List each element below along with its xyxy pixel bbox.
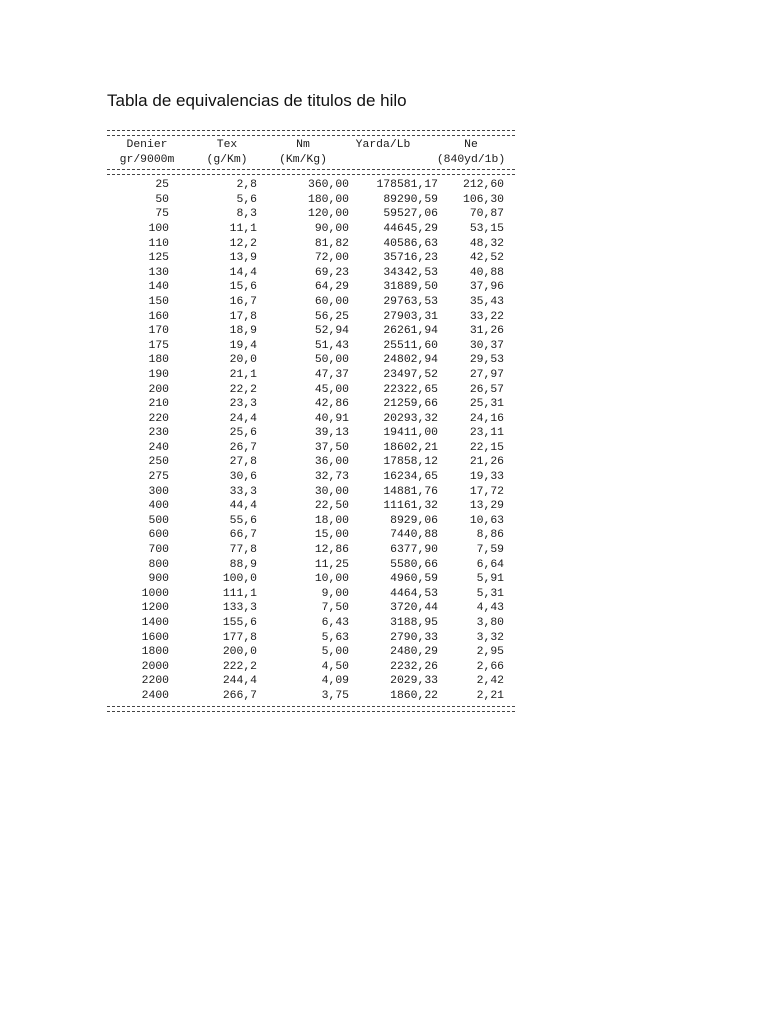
- cell-yarda-lb: 19411,00: [383, 427, 438, 440]
- cell-denier: 160: [148, 310, 169, 323]
- cell-denier: 190: [148, 368, 169, 381]
- cell-nm: 120,00: [307, 208, 349, 221]
- cell-yarda-lb: 31889,50: [383, 281, 438, 294]
- table-row: [107, 310, 515, 325]
- cell-ne: 21,26: [469, 456, 504, 469]
- cell-nm: 90,00: [314, 222, 349, 235]
- cell-denier: 600: [148, 529, 169, 542]
- cell-tex: 13,9: [229, 252, 257, 265]
- cell-ne: 48,32: [469, 237, 504, 250]
- cell-yarda-lb: 3188,95: [390, 617, 438, 629]
- header-row-1: [107, 138, 515, 153]
- cell-denier: 1000: [141, 587, 169, 600]
- cell-tex: 5,6: [236, 193, 257, 206]
- table-top-divider: [107, 130, 515, 136]
- table-row: [107, 397, 515, 412]
- cell-ne: 35,43: [469, 295, 504, 308]
- cell-yarda-lb: 3720,44: [390, 602, 438, 615]
- cell-tex: 55,6: [229, 514, 257, 527]
- cell-denier: 230: [148, 427, 169, 440]
- cell-tex: 66,7: [229, 529, 257, 542]
- cell-nm: 12,86: [314, 544, 349, 557]
- table-row: [107, 543, 515, 558]
- cell-denier: 240: [148, 441, 169, 454]
- cell-yarda-lb: 8929,06: [390, 514, 438, 527]
- cell-tex: 11,1: [229, 222, 257, 235]
- cell-ne: 13,29: [469, 500, 504, 513]
- cell-yarda-lb: 24802,94: [383, 354, 438, 367]
- cell-yarda-lb: 1860,22: [390, 689, 438, 702]
- table-row: [107, 674, 515, 689]
- table-row: [107, 601, 515, 616]
- cell-nm: 15,00: [314, 529, 349, 542]
- cell-ne: 2,66: [476, 660, 504, 673]
- cell-tex: 14,4: [229, 266, 257, 279]
- table-row: [107, 339, 515, 354]
- cell-ne: 31,26: [469, 325, 504, 338]
- cell-denier: 1200: [141, 602, 169, 615]
- table-row: [107, 193, 515, 208]
- cell-ne: 10,63: [469, 514, 504, 527]
- cell-tex: 19,4: [229, 339, 257, 352]
- cell-nm: 60,00: [314, 295, 349, 308]
- header-nm: Nm: [296, 139, 310, 151]
- cell-yarda-lb: 21259,66: [383, 398, 438, 411]
- header-yarda-lb: Yarda/Lb: [355, 139, 411, 151]
- cell-yarda-lb: 7440,88: [390, 529, 438, 542]
- cell-denier: 300: [148, 485, 169, 498]
- cell-tex: 8,3: [236, 208, 257, 221]
- header-ne-unit: (840yd/1b): [436, 153, 506, 166]
- table-row: [107, 689, 515, 704]
- cell-ne: 5,91: [476, 573, 504, 586]
- table-row: [107, 237, 515, 252]
- cell-yarda-lb: 17858,12: [383, 456, 438, 469]
- cell-tex: 88,9: [229, 558, 257, 571]
- cell-denier: 1400: [141, 617, 169, 629]
- cell-nm: 30,00: [314, 485, 349, 498]
- table-row: [107, 207, 515, 222]
- table-row: [107, 222, 515, 237]
- table-row: [107, 412, 515, 427]
- cell-tex: 23,3: [229, 398, 257, 411]
- cell-tex: 2,8: [236, 179, 257, 192]
- cell-tex: 26,7: [229, 441, 257, 454]
- cell-nm: 9,00: [321, 587, 349, 600]
- header-nm-unit: (Km/Kg): [279, 153, 327, 166]
- table-row: [107, 178, 515, 193]
- cell-ne: 212,60: [462, 179, 504, 192]
- table-row: [107, 660, 515, 675]
- table-row: [107, 455, 515, 470]
- cell-denier: 2400: [141, 689, 169, 702]
- table-row: [107, 558, 515, 573]
- cell-nm: 56,25: [314, 310, 349, 323]
- cell-nm: 4,50: [321, 660, 349, 673]
- equivalence-table: [107, 127, 515, 714]
- cell-denier: 500: [148, 514, 169, 527]
- cell-denier: 110: [148, 237, 169, 250]
- table-row: [107, 441, 515, 456]
- cell-nm: 360,00: [307, 179, 349, 192]
- cell-denier: 175: [148, 339, 169, 352]
- table-row: [107, 514, 515, 529]
- cell-ne: 26,57: [469, 383, 504, 396]
- cell-yarda-lb: 35716,23: [383, 252, 438, 265]
- cell-denier: 130: [148, 266, 169, 279]
- table-row: [107, 616, 515, 631]
- cell-yarda-lb: 2029,33: [390, 675, 438, 688]
- page-title: Tabla de equivalencias de titulos de hilo: [107, 91, 407, 110]
- table-row: [107, 324, 515, 339]
- cell-nm: 40,91: [314, 412, 349, 425]
- table-row: [107, 587, 515, 602]
- table-row: [107, 280, 515, 295]
- cell-tex: 21,1: [229, 368, 257, 381]
- cell-denier: 125: [148, 252, 169, 265]
- cell-ne: 6,64: [476, 558, 504, 571]
- cell-nm: 47,37: [314, 368, 349, 381]
- cell-ne: 2,42: [476, 675, 504, 688]
- cell-ne: 33,22: [469, 310, 504, 323]
- cell-yarda-lb: 2480,29: [390, 646, 438, 659]
- cell-nm: 36,00: [314, 456, 349, 469]
- table-row: [107, 251, 515, 266]
- table-row: [107, 485, 515, 500]
- cell-denier: 700: [148, 544, 169, 557]
- cell-ne: 27,97: [469, 368, 504, 381]
- cell-ne: 5,31: [476, 587, 504, 600]
- cell-ne: 23,11: [469, 427, 504, 440]
- cell-yarda-lb: 27903,31: [383, 310, 438, 323]
- table-row: [107, 528, 515, 543]
- cell-nm: 50,00: [314, 354, 349, 367]
- cell-tex: 44,4: [229, 500, 257, 513]
- cell-tex: 222,2: [222, 660, 257, 673]
- header-tex-unit: (g/Km): [206, 153, 248, 166]
- cell-tex: 133,3: [222, 602, 257, 615]
- cell-yarda-lb: 11161,32: [383, 500, 438, 513]
- cell-nm: 45,00: [314, 383, 349, 396]
- cell-tex: 111,1: [222, 587, 257, 600]
- cell-denier: 2000: [141, 660, 169, 673]
- cell-tex: 33,3: [229, 485, 257, 498]
- cell-nm: 42,86: [314, 398, 349, 411]
- cell-ne: 70,87: [469, 208, 504, 221]
- cell-nm: 22,50: [314, 500, 349, 513]
- cell-ne: 17,72: [469, 485, 504, 498]
- cell-ne: 106,30: [462, 193, 504, 206]
- cell-denier: 100: [148, 222, 169, 235]
- cell-denier: 200: [148, 383, 169, 396]
- cell-nm: 52,94: [314, 325, 349, 338]
- cell-ne: 2,21: [476, 689, 504, 702]
- cell-tex: 16,7: [229, 295, 257, 308]
- cell-ne: 40,88: [469, 266, 504, 279]
- table-row: [107, 426, 515, 441]
- table-row: [107, 266, 515, 281]
- cell-tex: 18,9: [229, 325, 257, 338]
- cell-nm: 4,09: [321, 675, 349, 688]
- cell-tex: 15,6: [229, 281, 257, 294]
- header-ne: Ne: [464, 139, 478, 151]
- cell-yarda-lb: 44645,29: [383, 222, 438, 235]
- cell-ne: 3,32: [476, 631, 504, 644]
- cell-ne: 3,80: [476, 617, 504, 629]
- cell-nm: 72,00: [314, 252, 349, 265]
- cell-denier: 140: [148, 281, 169, 294]
- header-denier-unit: gr/9000m: [119, 153, 175, 166]
- cell-yarda-lb: 6377,90: [390, 544, 438, 557]
- table-row: [107, 295, 515, 310]
- cell-yarda-lb: 25511,60: [383, 339, 438, 352]
- cell-tex: 100,0: [222, 573, 257, 586]
- cell-denier: 275: [148, 471, 169, 484]
- cell-ne: 53,15: [469, 222, 504, 235]
- cell-denier: 250: [148, 456, 169, 469]
- header-row-2: [107, 153, 515, 168]
- cell-nm: 6,43: [321, 617, 349, 629]
- table-row: [107, 572, 515, 587]
- cell-tex: 266,7: [222, 689, 257, 702]
- cell-yarda-lb: 4960,59: [390, 573, 438, 586]
- table-row: [107, 499, 515, 514]
- cell-tex: 77,8: [229, 544, 257, 557]
- cell-tex: 22,2: [229, 383, 257, 396]
- cell-yarda-lb: 2790,33: [390, 631, 438, 644]
- cell-tex: 200,0: [222, 646, 257, 659]
- cell-tex: 12,2: [229, 237, 257, 250]
- cell-denier: 50: [155, 193, 169, 206]
- cell-denier: 180: [148, 354, 169, 367]
- cell-tex: 27,8: [229, 456, 257, 469]
- cell-ne: 37,96: [469, 281, 504, 294]
- cell-tex: 24,4: [229, 412, 257, 425]
- cell-denier: 170: [148, 325, 169, 338]
- table-bottom-divider: [107, 706, 515, 712]
- cell-yarda-lb: 4464,53: [390, 587, 438, 600]
- cell-ne: 7,59: [476, 544, 504, 557]
- cell-denier: 75: [155, 208, 169, 221]
- cell-nm: 69,23: [314, 266, 349, 279]
- table-row: [107, 470, 515, 485]
- cell-ne: 24,16: [469, 412, 504, 425]
- cell-yarda-lb: 14881,76: [383, 485, 438, 498]
- cell-nm: 180,00: [307, 193, 349, 206]
- cell-denier: 220: [148, 412, 169, 425]
- cell-denier: 1800: [141, 646, 169, 659]
- cell-denier: 800: [148, 558, 169, 571]
- cell-yarda-lb: 22322,65: [383, 383, 438, 396]
- table-row: [107, 353, 515, 368]
- cell-ne: 4,43: [476, 602, 504, 615]
- cell-nm: 32,73: [314, 471, 349, 484]
- header-denier: Denier: [126, 139, 168, 151]
- cell-nm: 51,43: [314, 339, 349, 352]
- cell-nm: 5,00: [321, 646, 349, 659]
- cell-ne: 19,33: [469, 471, 504, 484]
- cell-nm: 7,50: [321, 602, 349, 615]
- cell-denier: 150: [148, 295, 169, 308]
- cell-ne: 29,53: [469, 354, 504, 367]
- cell-denier: 25: [155, 179, 169, 192]
- cell-yarda-lb: 26261,94: [383, 325, 438, 338]
- cell-yarda-lb: 29763,53: [383, 295, 438, 308]
- cell-ne: 8,86: [476, 529, 504, 542]
- cell-yarda-lb: 16234,65: [383, 471, 438, 484]
- cell-ne: 25,31: [469, 398, 504, 411]
- cell-yarda-lb: 5580,66: [390, 558, 438, 571]
- header-tex: Tex: [216, 139, 238, 151]
- cell-yarda-lb: 20293,32: [383, 412, 438, 425]
- cell-denier: 900: [148, 573, 169, 586]
- cell-nm: 64,29: [314, 281, 349, 294]
- cell-ne: 42,52: [469, 252, 504, 265]
- cell-yarda-lb: 2232,26: [390, 660, 438, 673]
- cell-yarda-lb: 89290,59: [383, 193, 438, 206]
- cell-nm: 5,63: [321, 631, 349, 644]
- cell-nm: 39,13: [314, 427, 349, 440]
- header-yarda-lb-unit: [339, 153, 427, 168]
- cell-yarda-lb: 59527,06: [383, 208, 438, 221]
- cell-tex: 20,0: [229, 354, 257, 367]
- cell-nm: 81,82: [314, 237, 349, 250]
- cell-denier: 210: [148, 398, 169, 411]
- cell-tex: 25,6: [229, 427, 257, 440]
- cell-tex: 177,8: [222, 631, 257, 644]
- cell-yarda-lb: 34342,53: [383, 266, 438, 279]
- table-row: [107, 645, 515, 660]
- cell-nm: 10,00: [314, 573, 349, 586]
- cell-nm: 3,75: [321, 689, 349, 702]
- cell-tex: 17,8: [229, 310, 257, 323]
- cell-ne: 22,15: [469, 441, 504, 454]
- cell-ne: 30,37: [469, 339, 504, 352]
- cell-yarda-lb: 40586,63: [383, 237, 438, 250]
- cell-yarda-lb: 178581,17: [376, 179, 438, 192]
- cell-ne: 2,95: [476, 646, 504, 659]
- cell-denier: 2200: [141, 675, 169, 688]
- cell-yarda-lb: 23497,52: [383, 368, 438, 381]
- cell-nm: 11,25: [314, 558, 349, 571]
- header-divider: [107, 169, 515, 175]
- table-row: [107, 631, 515, 646]
- table-row: [107, 368, 515, 383]
- cell-nm: 18,00: [314, 514, 349, 527]
- cell-tex: 30,6: [229, 471, 257, 484]
- cell-tex: 155,6: [222, 617, 257, 629]
- cell-yarda-lb: 18602,21: [383, 441, 438, 454]
- table-row: [107, 383, 515, 398]
- cell-denier: 400: [148, 500, 169, 513]
- table-body: [107, 177, 515, 703]
- cell-denier: 1600: [141, 631, 169, 644]
- cell-tex: 244,4: [222, 675, 257, 688]
- cell-nm: 37,50: [314, 441, 349, 454]
